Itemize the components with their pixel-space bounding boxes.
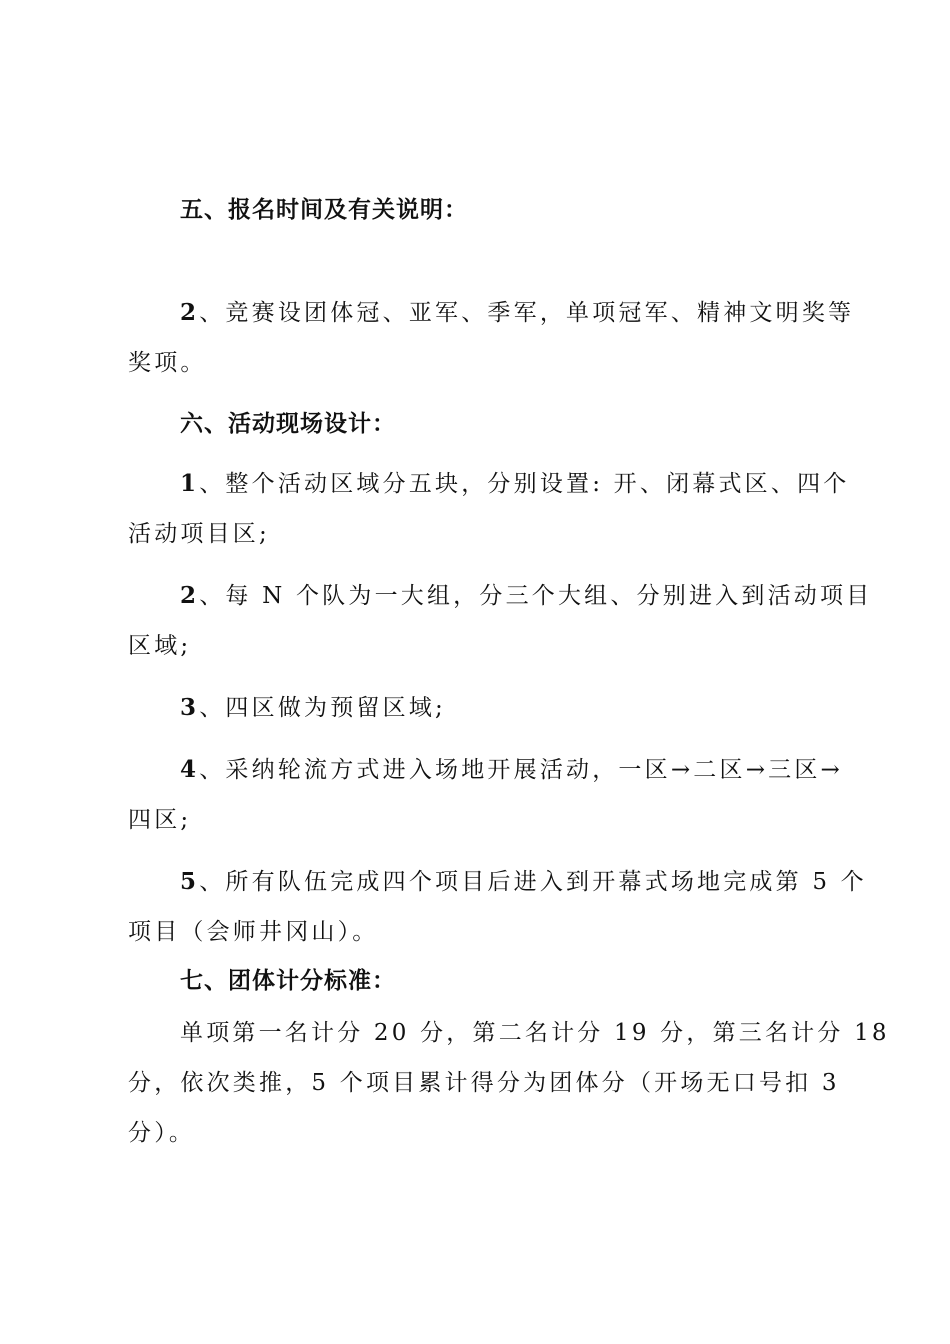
section-6-item-3-line-1	[180, 689, 446, 722]
section-5-item-2-line-1	[180, 294, 854, 327]
section-6-item-2-line-2: 区域;	[128, 633, 192, 659]
item-number: 2	[180, 299, 200, 326]
section-6-item-2-line-1	[180, 577, 872, 610]
item-number: 4	[180, 756, 200, 783]
section-6-item-4-line-2: 四区;	[128, 807, 192, 833]
section-5-heading: 五、报名时间及有关说明：	[180, 197, 468, 223]
item-number: 5	[180, 868, 200, 895]
section-7-line-1: 单项第一名计分 20 分，第二名计分 19 分，第三名计分 18	[180, 1020, 890, 1046]
section-5-item-2-line-2: 奖项。	[128, 350, 207, 376]
item-number: 2	[180, 582, 200, 609]
section-6-item-4-line-1	[180, 751, 843, 784]
section-6-item-5-line-1	[180, 863, 867, 896]
section-6-heading: 六、活动现场设计：	[180, 411, 396, 437]
item-text: 、四区做为预留区域;	[199, 695, 446, 721]
section-7-line-2: 分，依次类推，5 个项目累计得分为团体分（开场无口号扣 3	[128, 1070, 840, 1096]
section-7-line-3: 分）。	[128, 1120, 196, 1146]
section-6-item-1-line-1	[180, 465, 849, 498]
item-text: 、整个活动区域分五块，分别设置: 开、闭幕式区、四个	[199, 471, 850, 497]
item-number: 1	[180, 470, 200, 497]
section-7-heading: 七、团体计分标准：	[180, 968, 396, 994]
item-number: 3	[180, 694, 200, 721]
section-6-item-1-line-2: 活动项目区;	[128, 521, 270, 547]
section-6-item-5-line-2: 项目（会师井冈山）。	[128, 919, 379, 945]
item-text: 、每 N 个队为一大组，分三个大组、分别进入到活动项目	[199, 583, 873, 609]
item-text: 、所有队伍完成四个项目后进入到开幕式场地完成第 5 个	[199, 869, 867, 895]
item-text: 、竞赛设团体冠、亚军、季军，单项冠军、精神文明奖等	[199, 300, 855, 326]
item-text: 、采纳轮流方式进入场地开展活动，一区→二区→三区→	[199, 757, 844, 783]
